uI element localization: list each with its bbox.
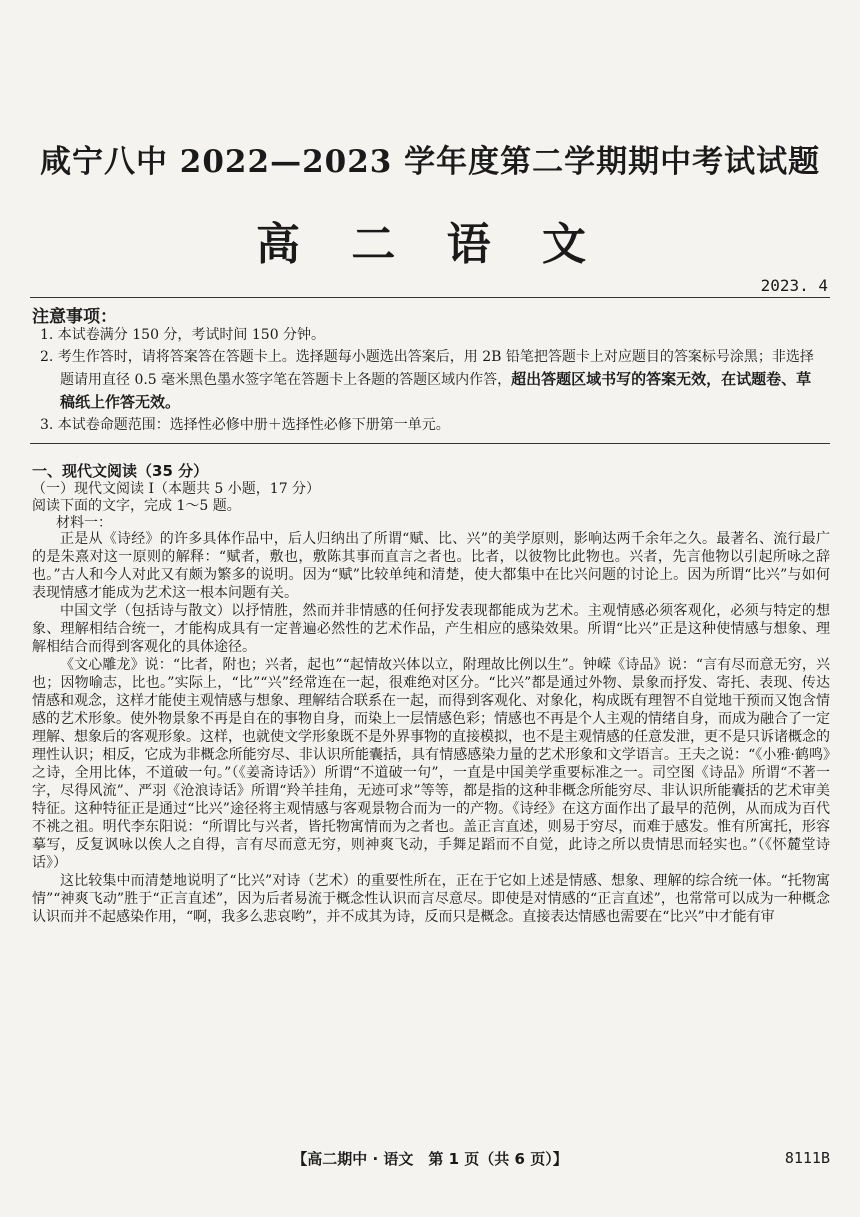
reading-instruction: 阅读下面的文字，完成 1～5 题。: [32, 498, 241, 514]
exam-date: 2023. 4: [760, 276, 828, 295]
notes-top-rule: [30, 297, 830, 298]
passage-paragraph: 《文心雕龙》说：“比者，附也；兴者，起也”“起情故兴体以立，附理故比例以生”。钟嵘《诗品》说：“言有尽而意无穷，兴也；因物喻志，比也。”实际上，“比”“兴”经常连在一起，很难绝对区分。“比兴”都是通过外物、景象而抒发、寄托、表现、传达情感和观念，这样才能使主观情感与想象、理解结合联系在一起，而得到客观化、对象化，构成既有理智不自觉地干预而又饱含情感的艺术形象。使外物景象不再是自在的事物自身，而染上一层情感色彩；情感也不再是个人主观的情绪自身，而成为融合了一定理解、想象后的客观形象。这样，也就使文学形象既不是外界事物的直接模拟，也不是主观情感的任意发泄，更不是只诉诸概念的理性认识；相反，它成为非概念所能穷尽、非认识所能囊括，具有情感感染力量的艺术形象和文学语言。王夫之说：“《小雅·鹤鸣》之诗，全用比体，不道破一句。”（《姜斋诗话》）所谓“不道破一句”，一直是中国美学重要标准之一。司空图《诗品》所谓“不著一字，尽得风流”、严羽《沧浪诗话》所谓“羚羊挂角，无迹可求”等等，都是指的这种非概念所能穷尽、非认识所能囊括的艺术审美特征。这种特征正是通过“比兴”途径将主观情感与客观景物合而为一的产物。《诗经》在这方面作出了最早的范例，从而成为百代不祧之祖。明代李东阳说：“所谓比与兴者，皆托物寓情而为之者也。盖正言直述，则易于穷尽，而难于感发。惟有所寓托，形容摹写，反复讽咏以俟人之自得，言有尽而意无穷，则神爽飞动，手舞足蹈而不自觉，此诗之所以贵情思而轻实也。”（《怀麓堂诗话》）: [32, 657, 830, 871]
notes-bottom-rule: [30, 443, 830, 444]
notes-item-emphasis: 超出答题区域书写的答案无效，在试题卷、草稿纸上作答无效。: [60, 370, 812, 411]
subject-title: 高 二 语 文: [256, 219, 604, 270]
notes-title: 注意事项：: [32, 307, 117, 327]
notes-item: 1. 本试卷满分 150 分，考试时间 150 分钟。: [40, 327, 326, 343]
page-footer: 【高二期中 · 语文 第 1 页（共 6 页）】: [292, 1150, 568, 1168]
passage-paragraph: 正是从《诗经》的许多具体作品中，后人归纳出了所谓“赋、比、兴”的美学原则，影响达两千余年之久。最著名、流行最广的是朱熹对这一原则的解释：“赋者，敷也，敷陈其事而直言之者也。比者，以彼物比此物也。兴者，先言他物以引起所咏之辞也。”古人和今人对此又有颇为繁多的说明。因为“赋”比较单纯和清楚，使大都集中在比兴问题的讨论上。因为所谓“比兴”与如何表现情感才能成为艺术这一根本问题有关。: [32, 531, 830, 601]
material-label: 材料一：: [56, 515, 112, 531]
notes-item-text: 2. 考生作答时，请将答案答在答题卡上。选择题每小题选出答案后，用 2B 铅笔把答题卡上对应题目的答案标号涂黑；非选择题请用直径 0.5 毫米黑色墨水签字笔在答题卡上各题的答题区域内作答，: [40, 349, 814, 388]
notes-list: [40, 324, 820, 436]
paper-code: 8111B: [784, 1149, 830, 1167]
passage-paragraph: 中国文学（包括诗与散文）以抒情胜，然而并非情感的任何抒发表现都能成为艺术。主观情感必须客观化，必须与特定的想象、理解相结合统一，才能构成具有一定普遍必然性的艺术作品，产生相应的感染效果。所谓“比兴”正是这种使情感与想象、理解相结合而得到客观化的具体途径。: [32, 603, 830, 655]
notes-item: [40, 346, 820, 414]
reading-passage: [32, 530, 830, 926]
notes-item: 3. 本试卷命题范围：选择性必修中册＋选择性必修下册第一单元。: [40, 417, 450, 433]
section-heading: 一、现代文阅读（35 分）: [32, 462, 209, 480]
exam-title: 咸宁八中 2022—2023 学年度第二学期期中考试试题: [40, 144, 821, 180]
passage-paragraph: 这比较集中而清楚地说明了“比兴”对诗（艺术）的重要性所在，正在于它如上述是情感、想象、理解的综合统一体。“托物寓情”“神爽飞动”胜于“正言直述”，因为后者易流于概念性认识而言尽意尽。即使是对情感的“正言直述”，也常常可以成为一种概念认识而并不起感染作用，“啊，我多么悲哀哟”，并不成其为诗，反而只是概念。直接表达情感也需要在“比兴”中才能有审: [32, 873, 830, 925]
section-subheading: （一）现代文阅读 I（本题共 5 小题，17 分）: [32, 481, 321, 497]
